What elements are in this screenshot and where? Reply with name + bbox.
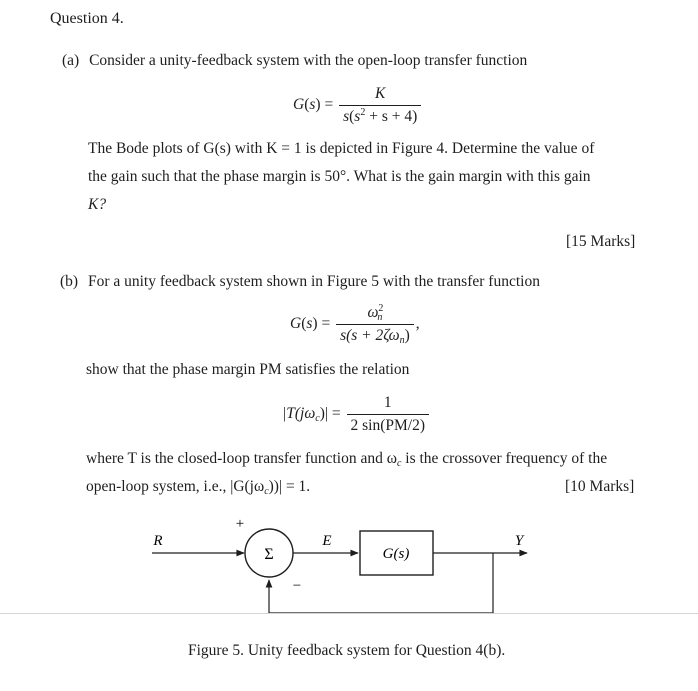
equation-g-a: G(s) = $\frac{K}{s(s^2 + s + 4)}$ (293, 85, 423, 126)
eq-b-var: s (306, 315, 313, 333)
plant-block-label: G(s) (382, 546, 410, 562)
question-heading: Question 4. (50, 10, 124, 27)
part-b-show-line: show that the phase margin PM satisfies the relation (86, 361, 410, 378)
eq-b-trailing-comma: , (415, 315, 420, 333)
eq-a-den-s: s (343, 108, 350, 125)
eq-t-lhs-close: )| (319, 405, 329, 423)
eq-a-den-rest: + s + 4) (365, 108, 418, 125)
plus-sign: + (235, 516, 245, 532)
part-b-intro-text: For a unity feedback system shown in Figure 5 with the transfer function (87, 273, 540, 290)
feedback-path (269, 553, 493, 613)
where-line2-sub: c (264, 486, 269, 497)
where-line1-text: where T is the closed-loop transfer function and ω (86, 450, 397, 467)
where-line1-end: is the crossover frequency of the (401, 450, 608, 467)
part-b-label: (b) (60, 273, 79, 290)
eq-a-den-exp: 2 (360, 107, 366, 118)
where-line2-text: open-loop system, i.e., |G(jω (86, 478, 265, 495)
part-a-marks: [15 Marks] (566, 233, 636, 250)
eq-a-var: s (309, 96, 316, 114)
figure-caption: Figure 5. Unity feedback system for Question 4(b). (188, 642, 506, 659)
minus-sign: − (292, 578, 302, 594)
eq-b-den-main: s(s + 2ζω (340, 327, 400, 344)
eq-b-den-sub: n (399, 335, 405, 346)
eq-b-den-close: ) (404, 327, 410, 344)
eq-a-lhs: G (293, 96, 305, 114)
eq-b-lhs: G (290, 315, 302, 333)
part-b-marks: [10 Marks] (565, 478, 635, 495)
eq-t-lhs-sub: c (315, 413, 320, 425)
eq-b-num-omega: ω (367, 304, 379, 321)
eq-a-denominator: $s(s^2 + s + 4)$ (339, 105, 421, 126)
sum-symbol: Σ (264, 546, 274, 563)
part-a-intro-text: Consider a unity-feedback system with the open-loop transfer function (89, 52, 528, 69)
input-label: R (153, 533, 163, 549)
output-label: Y (514, 533, 524, 549)
error-label: E (322, 533, 332, 549)
eq-b-num-sup: 2 (378, 303, 384, 314)
part-a-body-line3: K? (88, 196, 107, 213)
equation-g-b: G(s) = $\frac{\omega^2_n}{s(s + 2\zeta\omega_n)}$ , (290, 303, 420, 346)
eq-t-numerator: 1 (383, 394, 392, 411)
where-line2-end: ))| = 1. (268, 478, 311, 495)
page-divider (0, 613, 698, 614)
eq-t-lhs: |T(jω (282, 405, 316, 423)
eq-b-num-sub: n (377, 312, 383, 323)
eq-a-den-s2: s (354, 108, 361, 125)
equation-t: $|T(j\omega_c)|$ = $\frac{1}{2 \sin(PM/2)}$ (282, 394, 431, 435)
part-a-body-line2: the gain such that the phase margin is 50°. What is the gain margin with this gain (88, 168, 591, 185)
eq-a-numerator: K (375, 85, 386, 102)
part-a-label: (a) (62, 52, 80, 69)
part-a-body-line1: The Bode plots of G(s) with K = 1 is depicted in Figure 4. Determine the value of (88, 140, 595, 157)
eq-t-denominator: 2 sin(PM/2) (347, 414, 430, 435)
where-line1-sub: c (396, 458, 402, 469)
